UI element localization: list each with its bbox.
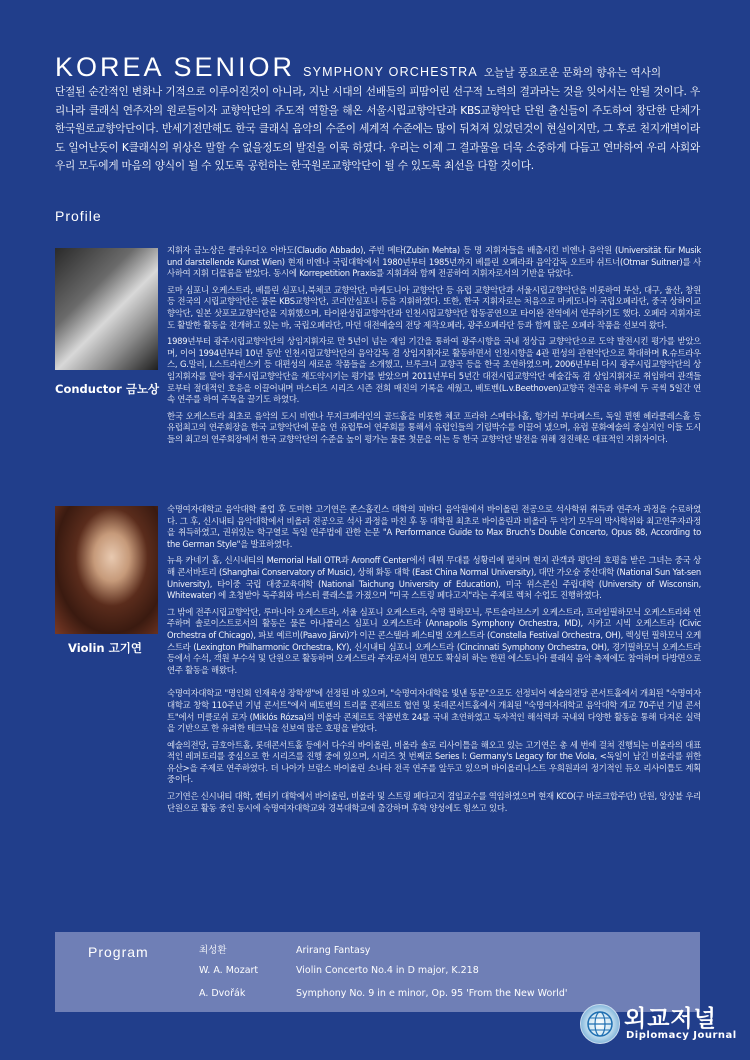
- violinist-bio-paragraph: 숙명여자대학교 "명인회 인재육성 장학생"에 선정된 바 있으며, "숙명여자대학을 빛낸 동문"으로도 선정되어 예술의전당 콘서트홀에서 개최된 "숙명여자대학교 창학 110주년 기념 콘서트"에서 베토벤의 트리플 콘체르토 협연 및 롯데콘서트홀에서 개최된 "숙명여자대학교 음악대학 개교 70주년 기념 콘서트"에서 미클로쉬 로자 (Miklós Rózsa)의 비올라 콘체르토 작품번호 24를 국내 초연하였고 독자적인 해석력과 국내외 다양한 활동을 통해 다져온 실력을 기반으로 한 유려한 테크닉을 선보여 많은 호평을 받았다.: [167, 688, 701, 734]
- conductor-bio: [167, 245, 701, 451]
- orchestra-subtitle: SYMPHONY ORCHESTRA: [303, 65, 478, 79]
- profile-heading: Profile: [55, 208, 102, 224]
- conductor-bio-paragraph: 한국 오케스트라 최초로 음악의 도시 비엔나 무지크페라인의 골드홀을 비롯한 체코 프라하 스메타나홀, 헝가리 부다페스트, 독일 뮌헨 헤라클레스홀 등 유럽최고의 연주회장을 한국 교향악단에 문을 연 유럽투어 연주회를 통해서 유럽인들의 기립박수를 이끌어 냈으며, 유럽 문화예술의 중심지인 이들 도시들의 최고의 연주회장에서 한국 교향악단의 수준을 높이 평가는 물론 첫문을 여는 등 한국 교향악단 발전을 위해 정진해온 대표적인 지휘자이다.: [167, 410, 701, 444]
- conductor-bio-paragraph: 1989년부터 광주시립교향악단의 상임지휘자로 만 5년이 넘는 재임 기간을 통하여 광주시향을 국내 정상급 교향악단으로 도약 발전시킨 평가를 받았으며, 이어 1994년부터 10년 동안 인천시립교향악단의 음악감독 겸 상임지휘자로 활동하면서 인천시향을 4관 편성의 관현악단으로 확대하며 R.슈트라우스, G.말러, I.스트라빈스키 등 대편성의 새로운 작품들을 소개했고, 브루크너 교향곡 등을 한국 초연하였으며, 2006년부터 다시 광주시립교향악단의 상임지휘자를 맡아 광주시립교향악단을 재도약시키는 평가를 받았으며 2011년부터 5년간 대전시립교향악단 예술감독 겸 상임지휘자로 취임하여 관객들로부터 절대적인 호응을 이끌어내며 마스터즈 시리즈 시즌 전회 매진의 기록을 세웠고, 베토벤(L.v.Beethoven)교향곡 전곡을 하루에 두 곡씩 5일간 연속 연주를 하여 주목을 끌기도 하였다.: [167, 336, 701, 405]
- logo-english-text: Diplomacy Journal: [626, 1030, 737, 1041]
- program-item: [199, 942, 370, 956]
- program-work: Symphony No. 9 in e minor, Op. 95 'From the New World': [296, 988, 568, 999]
- violinist-photo: [55, 506, 158, 634]
- conductor-label: Conductor 금노상: [55, 382, 160, 396]
- program-composer: A. Dvořák: [199, 988, 246, 999]
- violinist-bio: [167, 504, 701, 819]
- violinist-label: Violin 고기연: [68, 641, 142, 655]
- program-item: [199, 965, 479, 976]
- violinist-bio-paragraph: 뉴욕 카네기 홀, 신시내티의 Memorial Hall OTR과 Aronoff Center에서 데뷔 무대를 성황리에 펼치며 현지 관객과 평단의 호평을 받은 그녀는 중국 상해 콘서바토리 (Shanghai Conservatory of Music), 상해 화동 대학 (East China Normal University), 대만 가오슝 중산대학 (National Sun Yat-sen University), 타이중 국립 대중교육대학 (National Taichung University of Education), 미국 위스콘신 주립대학 (University of Wisconsin, Whitewater) 에 초청받아 독주회와 마스터 클래스를 가졌으며 "미국 스트링 페다고지"라는 주제로 렉처 수업도 진행하였다.: [167, 555, 701, 601]
- violinist-bio-paragraph: 고기연은 신시내티 대학, 켄터키 대학에서 바이올린, 비올라 및 스트링 페다고지 겸임교수를 역임하였으며 현재 KCO(구 바로크합주단) 단원, 앙상블 우리 단원으로 활동 중인 동시에 숙명여자대학교와 경북대학교에 출강하며 후학 양성에도 힘쓰고 있다.: [167, 791, 701, 813]
- intro-paragraph: 단절된 순간적인 변화나 기적으로 이루어진것이 아니라, 지난 시대의 선배들의 피땀어린 선구적 노력의 결과라는 것을 잊어서는 안될 것이다. 우리나라 클래식 연주자의 원로들이자 교향악단의 주도적 역할을 해온 서울시립교향악단과 KBS교향악단 단원 출신들이 주도하여 창단한 단체가 한국원로교향악단이다. 반세기전만해도 한국 클래식 음악의 수준이 세계적 수준에는 많이 뒤쳐져 있었던것이 현실이지만, 그 후로 천지개벽이라도 일어난듯이 K클래식의 위상은 말할 수 없을정도의 발전을 이룩 하였다. 우리는 이제 그 결과물을 더욱 소중하게 다듬고 연마하여 우리 사회와 우리 모두에게 마음의 양식이 될 수 있도록 공헌하는 한국원로교향악단이 될 수 있도록 최선을 다할 것이다.: [55, 86, 700, 172]
- program-composer: W. A. Mozart: [199, 965, 259, 976]
- conductor-photo: [55, 248, 158, 370]
- logo-korean-text: 외교저널: [624, 1006, 717, 1032]
- globe-emblem-icon: [580, 1004, 620, 1044]
- program-work: Violin Concerto No.4 in D major, K.218: [296, 965, 479, 976]
- violinist-bio-paragraph: 그 밖에 전주시립교향악단, 루마니아 오케스트라, 서울 심포니 오케스트라, 숙명 필하모닉, 루트슬라브스키 오케스트라, 프라임필하모닉 오케스트라와 연주하며 솔로이스트로서의 활동은 물론 아나폴리스 심포니 오케스트라 (Annapolis Symphony Orchestra, MD), 시카고 시빅 오케스트라 (Civic Orchestra of Chicago), 파보 예르비(Paavo Järvi)가 이끈 콘스텔라 페스티벌 오케스트라 (Constella Festival Orchestra, OH), 렉싱턴 필하모닉 오케스트라 (Lexington Philharmonic Orchestra, KY), 신시내티 심포니 오케스트라 (Cincinnati Symphony Orchestra, OH), 경기필하모닉 오케스트라 등에서 수석, 객원 부수석 및 단원으로 활동하며 오케스트라 주자로서의 면모도 확실히 하는 한편 에스토니아 클래식 음악 축제에도 참여하며 다방면으로 연주 활동을 해왔다.: [167, 606, 701, 675]
- violinist-bio-paragraph: 예술의전당, 금호아트홀, 롯데콘서트홀 등에서 다수의 바이올린, 비올라 솔로 리사이틀을 해오고 있는 고기연은 총 세 번에 걸쳐 진행되는 비올라의 대표적인 레퍼토리를 중심으로 한 시리즈를 진행 중에 있으며, 시리즈 첫 번째로 Series I: Germany's Legacy for the Viola, <독일이 남긴 비올라를 위한 유산>을 주제로 연주하였다. 더 나아가 브람스 바이올린 소나타 전곡 연주를 앞두고 있으며 바이올리니스트 우희원과의 정기적인 듀오 리사이틀도 계획 중이다.: [167, 739, 701, 785]
- program-heading: Program: [88, 944, 149, 960]
- intro-first-line: 오늘날 풍요로운 문화의 향유는 역사의: [483, 67, 662, 79]
- conductor-bio-paragraph: 로마 심포니 오케스트라, 베를린 심포니,북체코 교향악단, 마케도니아 교향악단 등 유럽 교향악단과 서울시립교향악단을 비롯하여 부산, 대구, 울산, 창원 등 전국의 시립교향악단은 물론 KBS교향악단, 코리안심포니 등을 지휘하였다. 또한, 한국 지휘자로는 처음으로 마케도니아 국립오페라단, 중국 상하이교향악단, 일본 삿포로교향악단을 지휘했으며, 타이완성립교향악단과 인천시립교향악단 합동공연으로 타이완 전역에서 연주하기도 했다. 오페라 지휘자로도 활발한 활동을 전개하고 있는 바, 국립오페라단, 마던 대전예술의 전당 제작오페라, 광주오페라단 등과 함께 많은 오페라 작품을 선보여 왔다.: [167, 284, 701, 330]
- violinist-bio-paragraph: 숙명여자대학교 음악대학 졸업 후 도미한 고기연은 존스홉킨스 대학의 피바디 음악원에서 바이올린 전공으로 석사학위 취득과 연주자 과정을 수료하였다. 그 후, 신시내티 음악대학에서 비올라 전공으로 석사 과정을 마친 후 동 대학원 최초로 바이올린과 비올라 두 악기 모두의 박사학위와 최고연주자과정을 취득하였고, 권위있는 학구열로 독일 연주법에 관한 논문 "A Performance Guide to Max Bruch's Double Concerto, Opus 88, According to the German Style"을 발표하였다.: [167, 504, 701, 549]
- program-work: Arirang Fantasy: [296, 945, 371, 956]
- orchestra-title: KOREA SENIOR: [55, 52, 296, 82]
- header: [55, 52, 700, 176]
- program-composer: 최성환: [199, 945, 227, 956]
- title-line: [55, 52, 700, 83]
- diplomacy-journal-logo: [580, 1000, 740, 1048]
- conductor-bio-paragraph: 지휘자 금노상은 클라우디오 아바도(Claudio Abbado), 주빈 메타(Zubin Mehta) 등 명 지휘자들을 배출시킨 비엔나 음악원 (Universität für Musik und darstellende Kunst Wien) 현재 비엔나 국립대학에서 1980년부터 1985년까지 베를린 오페라좌 음악감독 오트마 쉬트너(Otmar Suitner)를 사사하여 지휘 디플롬을 받았다. 동시에 Korrepetition Praxis를 지휘과와 함께 전공하여 지휘자로서의 기반을 닦았다.: [167, 245, 701, 279]
- program-item: [199, 988, 568, 999]
